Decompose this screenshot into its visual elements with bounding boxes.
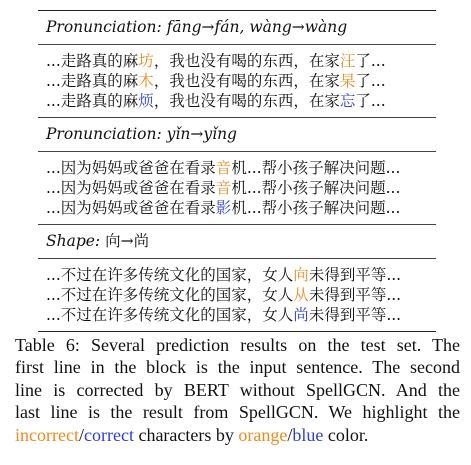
caption-orange-word: orange [238,424,288,445]
block-2-bert-line: ...因为妈妈或爸爸在看录音机...帮小孩子解决问题... [46,179,401,197]
highlight-char: 忘 [339,92,356,110]
caption-line-1: Table 6: Several prediction results on the test set. The [15,335,460,355]
block-2-spellgcn-line: ...因为妈妈或爸爸在看录影机...帮小孩子解决问题... [46,199,401,217]
highlight-char: 音 [215,179,232,197]
block-1-label: Pronunciation: [46,18,162,36]
block-2-header [38,118,436,151]
caption-line-3: line is corrected by BERT without SpellGCN. And the [15,379,460,400]
block-3-input-line: ...不过在许多传统文化的国家，女人向未得到平等... [46,266,402,284]
highlight-char: 音 [215,159,232,177]
highlight-char: 从 [293,286,309,304]
block-3-spellgcn-line: ...不过在许多传统文化的国家，女人尚未得到平等... [46,306,402,324]
caption-line-2: first line in the block is the input sentence. The second [15,357,460,378]
highlight-char: 木 [138,72,154,90]
caption-line-4: last line is the result from SpellGCN. We highlight the [15,402,460,423]
block-3-value: 向→尚 [105,232,150,250]
block-1-body [38,45,436,117]
highlight-char: 坊 [138,52,154,70]
block-1-bert-line: ...走路真的麻木，我也没有喝的东西，在家杲了... [46,72,386,90]
block-2-label: Pronunciation: [46,125,162,143]
block-3-body [38,259,436,331]
highlight-char: 杲 [339,72,356,90]
block-3-header [38,225,436,258]
caption-incorrect-word: incorrect [15,424,79,445]
block-3-bert-line: ...不过在许多传统文化的国家，女人从未得到平等... [46,286,402,304]
block-2-body [38,152,436,224]
prediction-results-table [38,10,436,332]
block-1-spellgcn-line: ...走路真的麻烦，我也没有喝的东西，在家忘了... [46,92,386,110]
caption-correct-word: correct [83,424,134,445]
caption-blue-word: blue [292,424,324,445]
highlight-char: 影 [215,199,232,217]
highlight-char: 向 [293,266,309,284]
block-1-value: fāng→fán, wàng→wàng [166,18,348,36]
highlight-char: 尚 [293,306,309,324]
block-1-header [38,11,436,44]
block-1-input-line: ...走路真的麻坊，我也没有喝的东西，在家汪了... [46,52,386,70]
highlight-char: 烦 [138,92,154,110]
block-3-label: Shape: [46,232,101,250]
bottom-rule [38,331,436,332]
block-2-value: yǐn→yǐng [166,125,237,143]
highlight-char: 汪 [339,52,356,70]
block-2-input-line: ...因为妈妈或爸爸在看录音机...帮小孩子解决问题... [46,159,401,177]
table-caption [15,334,460,446]
caption-line-5: incorrect/correct characters by orange/blue color. [15,424,369,445]
